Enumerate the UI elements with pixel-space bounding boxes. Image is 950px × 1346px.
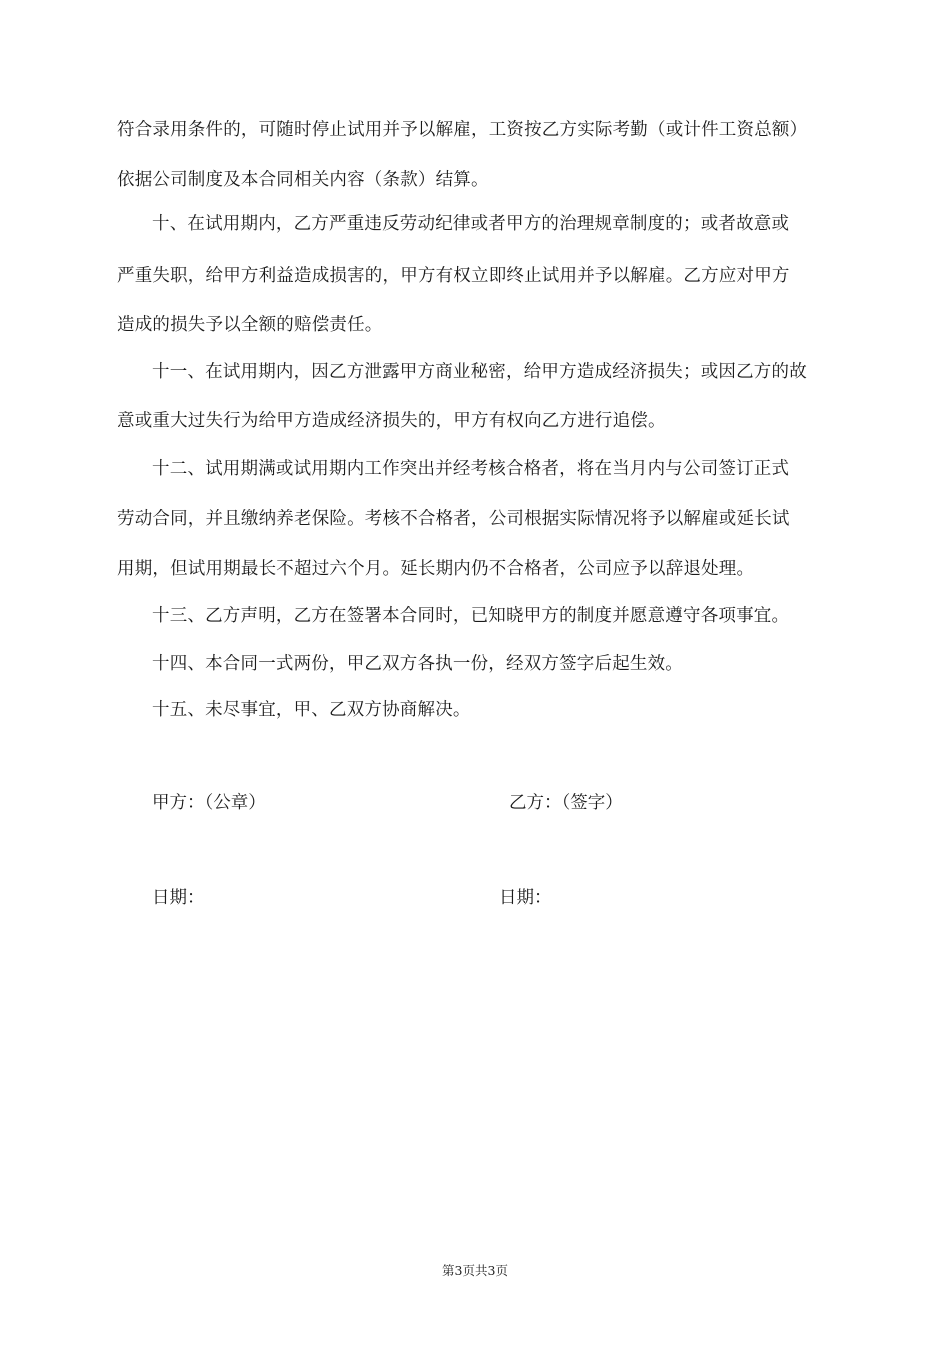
party-a-date-label: 日期： (152, 888, 205, 908)
paragraph-13: 十三、乙方声明，乙方在签署本合同时，已知晓甲方的制度并愿意遵守各项事宜。 (152, 606, 790, 626)
paragraph-15: 十五、未尽事宜，甲、乙双方协商解决。 (152, 700, 471, 720)
party-b-signature-label: 乙方：（签字） (509, 793, 623, 813)
paragraph-12-line-2: 劳动合同，并且缴纳养老保险。考核不合格者，公司根据实际情况将予以解雇或延长试 (117, 509, 790, 529)
paragraph-12-line-3: 用期，但试用期最长不超过六个月。延长期内仍不合格者，公司应予以辞退处理。 (117, 559, 755, 579)
paragraph-9-line-3: 依据公司制度及本合同相关内容（条款）结算。 (117, 170, 489, 190)
paragraph-11-line-2: 意或重大过失行为给甲方造成经济损失的，甲方有权向乙方进行追偿。 (117, 411, 666, 431)
paragraph-12-line-1: 十二、试用期满或试用期内工作突出并经考核合格者，将在当月内与公司签订正式 (152, 459, 790, 479)
paragraph-11-line-1: 十一、在试用期内，因乙方泄露甲方商业秘密，给甲方造成经济损失；或因乙方的故 (152, 362, 807, 382)
party-a-seal-label: 甲方：（公章） (152, 793, 266, 813)
paragraph-10-line-3: 造成的损失予以全额的赔偿责任。 (117, 315, 383, 335)
paragraph-10-line-2: 严重失职，给甲方利益造成损害的，甲方有权立即终止试用并予以解雇。乙方应对甲方 (117, 266, 790, 286)
paragraph-10-line-1: 十、在试用期内，乙方严重违反劳动纪律或者甲方的治理规章制度的；或者故意或 (152, 214, 790, 234)
page-number-footer: 第3页共3页 (442, 1263, 508, 1278)
paragraph-14: 十四、本合同一式两份，甲乙双方各执一份，经双方签字后起生效。 (152, 654, 683, 674)
party-b-date-label: 日期： (499, 888, 552, 908)
paragraph-9-line-2: 符合录用条件的，可随时停止试用并予以解雇，工资按乙方实际考勤（或计件工资总额） (117, 120, 808, 140)
